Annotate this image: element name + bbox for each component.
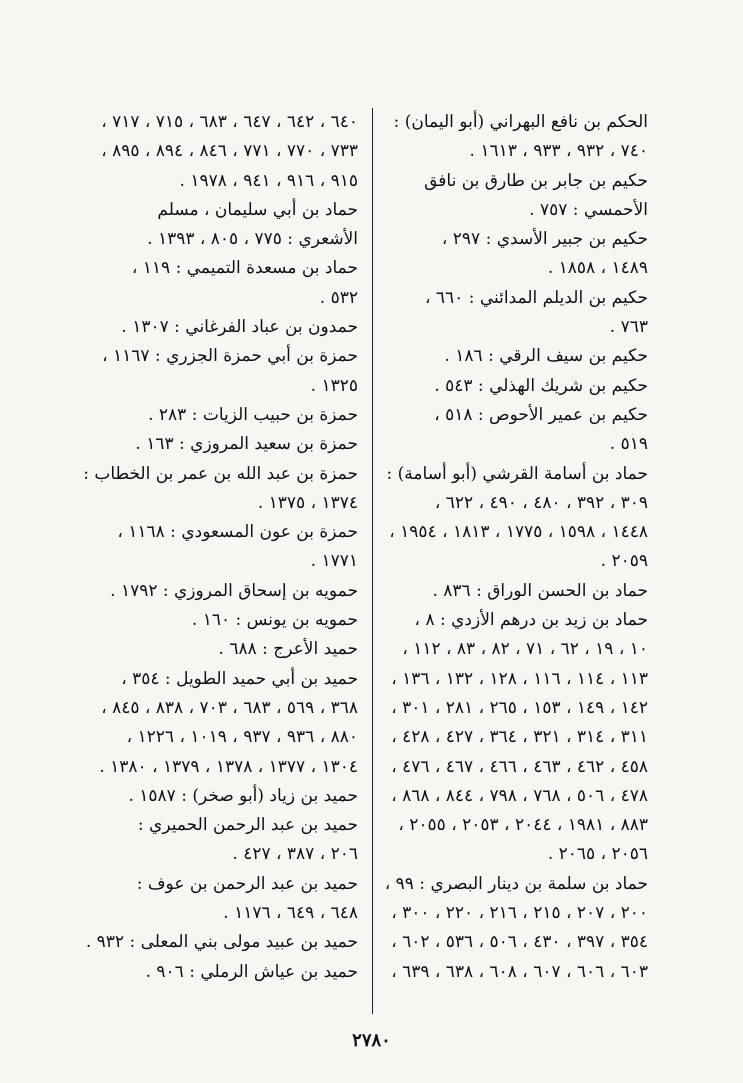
index-line: حمدون بن عباد الفرغاني : ١٣٠٧ . bbox=[121, 317, 358, 338]
index-line: ١٣٢٥ . bbox=[310, 375, 358, 396]
index-column-left bbox=[83, 108, 358, 987]
index-line: ٢٠٥٦ ، ٢٠٦٥ . bbox=[547, 844, 648, 865]
index-line: ٩١٥ ، ٩١٦ ، ٩٤١ ، ١٩٧٨ . bbox=[179, 170, 358, 191]
index-line: ٦٤٨ ، ٦٤٩ ، ١١٧٦ . bbox=[223, 903, 358, 924]
index-line: ٣٦٨ ، ٥٦٩ ، ٦٨٣ ، ٧٠٣ ، ٨٣٨ ، ٨٤٥ ، bbox=[101, 697, 358, 718]
index-line: حمزة بن عون المسعودي : ١١٦٨ ، bbox=[117, 522, 358, 543]
index-line: حمويه بن يونس : ١٦٠ . bbox=[191, 610, 358, 631]
index-line: حميد الأعرج : ٦٨٨ . bbox=[218, 639, 358, 660]
index-line: ١٤٨٩ ، ١٨٥٨ . bbox=[547, 258, 648, 279]
index-line: حميد بن زياد (أبو صخر) : ١٥٨٧ . bbox=[128, 785, 358, 806]
index-line: حكيم بن جابر بن طارق بن نافق bbox=[424, 170, 648, 191]
index-line: ٧٣٣ ، ٧٧٠ ، ٧٧١ ، ٨٤٦ ، ٨٩٤ ، ٨٩٥ ، bbox=[101, 141, 358, 162]
index-line: ٥٣٢ . bbox=[319, 287, 358, 308]
index-line: ١١٣ ، ١١٤ ، ١١٦ ، ١٢٨ ، ١٣٢ ، ١٣٦ ، bbox=[391, 668, 648, 689]
index-line: ١٤٤٨ ، ١٥٩٨ ، ١٧٧٥ ، ١٨١٣ ، ١٩٥٤ ، bbox=[389, 522, 648, 543]
index-line: ٧٦٣ . bbox=[609, 317, 648, 338]
index-line: الحكم بن نافع البهراني (أبو اليمان) : bbox=[393, 112, 648, 132]
index-line: حماد بن الحسن الوراق : ٨٣٦ . bbox=[432, 580, 648, 601]
index-line: حكيم بن شريك الهذلي : ٥٤٣ . bbox=[434, 375, 648, 396]
index-line: ٦٠٣ ، ٦٠٦ ، ٦٠٧ ، ٦٠٨ ، ٦٣٨ ، ٦٣٩ ، bbox=[391, 961, 648, 982]
column-divider bbox=[372, 108, 373, 1014]
index-line: ١٠ ، ١٩ ، ٦٢ ، ٧١ ، ٨٢ ، ٨٣ ، ١١٢ ، bbox=[402, 639, 648, 660]
index-line: الأحمسي : ٧٥٧ . bbox=[529, 199, 648, 220]
index-line: حكيم بن عمير الأحوص : ٥١٨ ، bbox=[434, 404, 648, 425]
index-line: حمويه بن إسحاق المروزي : ١٧٩٢ . bbox=[110, 580, 358, 601]
index-line: حميد بن عبد الرحمن بن عوف : bbox=[136, 873, 358, 894]
index-line: حميد بن عياش الرملي : ٩٠٦ . bbox=[145, 961, 358, 982]
index-line: حمزة بن عبد الله بن عمر بن الخطاب : bbox=[83, 463, 358, 484]
index-line: ٣١١ ، ٣١٤ ، ٣٢١ ، ٣٦٤ ، ٤٢٧ ، ٤٢٨ ، bbox=[391, 727, 648, 748]
index-line: حميد بن أبي حميد الطويل : ٣٥٤ ، bbox=[121, 668, 358, 689]
index-line: ٣٥٤ ، ٣٩٧ ، ٤٣٠ ، ٥٠٦ ، ٥٣٦ ، ٦٠٢ ، bbox=[391, 932, 648, 953]
index-line: حميد بن عبد الرحمن الحميري : bbox=[137, 815, 358, 836]
index-line: حماد بن مسعدة التميمي : ١١٩ ، bbox=[131, 258, 358, 279]
index-line: ٦٤٠ ، ٦٤٢ ، ٦٤٧ ، ٦٨٣ ، ٧١٥ ، ٧١٧ ، bbox=[101, 112, 358, 132]
page-number: ٢٧٨٠ bbox=[352, 1030, 391, 1051]
index-line: ٢٠٦ ، ٣٨٧ ، ٤٢٧ . bbox=[232, 844, 358, 865]
index-line: حماد بن زيد بن درهم الأزدي : ٨ ، bbox=[414, 610, 648, 631]
index-line: ١٤٢ ، ١٤٩ ، ١٥٣ ، ٢٦٥ ، ٢٨١ ، ٣٠١ ، bbox=[391, 697, 648, 718]
index-line: ٤٥٨ ، ٤٦٢ ، ٤٦٣ ، ٤٦٦ ، ٤٦٧ ، ٤٧٦ ، bbox=[391, 756, 648, 777]
index-line: ٥١٩ . bbox=[609, 434, 648, 455]
index-line: ١٧٧١ . bbox=[310, 551, 358, 572]
index-line: حماد بن أسامة القرشي (أبو أسامة) : bbox=[386, 463, 648, 484]
index-line: حماد بن أبي سليمان ، مسلم bbox=[157, 199, 358, 220]
index-line: ٨٨٣ ، ١٩٨١ ، ٢٠٤٤ ، ٢٠٥٣ ، ٢٠٥٥ ، bbox=[398, 815, 648, 836]
index-line: حماد بن سلمة بن دينار البصري : ٩٩ ، bbox=[384, 873, 648, 894]
index-line: ٧٤٠ ، ٩٣٢ ، ٩٣٣ ، ١٦١٣ . bbox=[469, 141, 648, 162]
index-line: حكيم بن سيف الرقي : ١٨٦ . bbox=[444, 346, 648, 367]
index-line: حمزة بن أبي حمزة الجزري : ١١٦٧ ، bbox=[102, 346, 358, 367]
index-line: ٣٠٩ ، ٣٩٢ ، ٤٨٠ ، ٤٩٠ ، ٦٢٢ ، bbox=[434, 492, 648, 513]
index-line: حمزة بن سعيد المروزي : ١٦٣ . bbox=[135, 434, 358, 455]
index-line: ٤٧٨ ، ٥٠٦ ، ٧٦٨ ، ٧٩٨ ، ٨٤٤ ، ٨٦٨ ، bbox=[391, 785, 648, 806]
index-line: الأشعري : ٧٧٥ ، ٨٠٥ ، ١٣٩٣ . bbox=[147, 229, 358, 250]
index-line: حكيم بن جبير الأسدي : ٢٩٧ ، bbox=[441, 229, 648, 250]
index-line: ١٣٠٤ ، ١٣٧٧ ، ١٣٧٨ ، ١٣٧٩ ، ١٣٨٠ . bbox=[99, 756, 358, 777]
index-line: ٨٨٠ ، ٩٣٦ ، ٩٣٧ ، ١٠١٩ ، ١٢٢٦ ، bbox=[126, 727, 358, 748]
index-line: حمزة بن حبيب الزيات : ٢٨٣ . bbox=[148, 404, 358, 425]
index-line: حكيم بن الديلم المدائني : ٦٦٠ ، bbox=[425, 287, 648, 308]
index-line: ٢٠٠ ، ٢٠٧ ، ٢١٥ ، ٢١٦ ، ٢٢٠ ، ٣٠٠ ، bbox=[391, 903, 648, 924]
index-column-right bbox=[383, 108, 648, 987]
index-line: ٢٠٥٩ . bbox=[600, 551, 648, 572]
index-line: حميد بن عبيد مولى بني المعلى : ٩٣٢ . bbox=[85, 932, 358, 953]
index-line: ١٣٧٤ ، ١٣٧٥ . bbox=[257, 492, 358, 513]
